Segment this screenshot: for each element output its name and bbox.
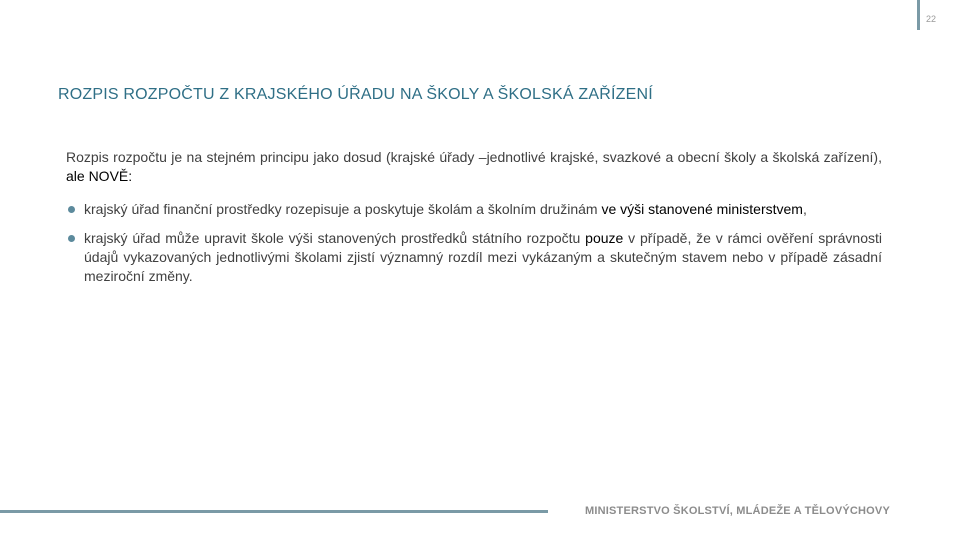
intro-text: Rozpis rozpočtu je na stejném principu jako dosud (krajské úřady –jednotlivé krajské, svazkové a obecní školy a školská zařízení), — [66, 149, 882, 165]
bullet-emphasis: ve výši stanovené ministerstvem — [601, 201, 803, 217]
bullet-tail: , — [802, 201, 807, 217]
bullet-dot-icon — [68, 235, 75, 242]
bullet-text: krajský úřad může upravit škole výši stanovených prostředků státního rozpočtu — [84, 230, 586, 246]
page-number: 22 — [926, 14, 937, 24]
slide-body — [66, 148, 882, 286]
slide-title: ROZPIS ROZPOČTU Z KRAJSKÉHO ÚŘADU NA ŠKOLY A ŠKOLSKÁ ZAŘÍZENÍ — [58, 85, 653, 103]
intro-emphasis: ale NOVĚ: — [66, 168, 133, 184]
bullet-tail: v případě, že v rámci ověření správnosti údajů vykazovaných jednotlivými školami zjistí významný rozdíl mezi vykázaným a skutečným stavem nebo v případě zásadní meziroční změny. — [84, 230, 882, 284]
bullet-dot-icon — [68, 206, 75, 213]
bullet-item — [66, 200, 882, 219]
footer-rule — [0, 510, 548, 513]
bullet-text: krajský úřad finanční prostředky rozepisuje a poskytuje školám a školním družinám — [84, 201, 602, 217]
bullet-emphasis: pouze — [585, 230, 624, 246]
ministry-logo-text: MINISTERSTVO ŠKOLSTVÍ, MLÁDEŽE A TĚLOVÝCHOVY — [585, 505, 891, 517]
intro-paragraph — [66, 148, 882, 186]
bullet-list — [66, 200, 882, 286]
top-right-rule — [917, 0, 920, 30]
bullet-item — [66, 229, 882, 286]
